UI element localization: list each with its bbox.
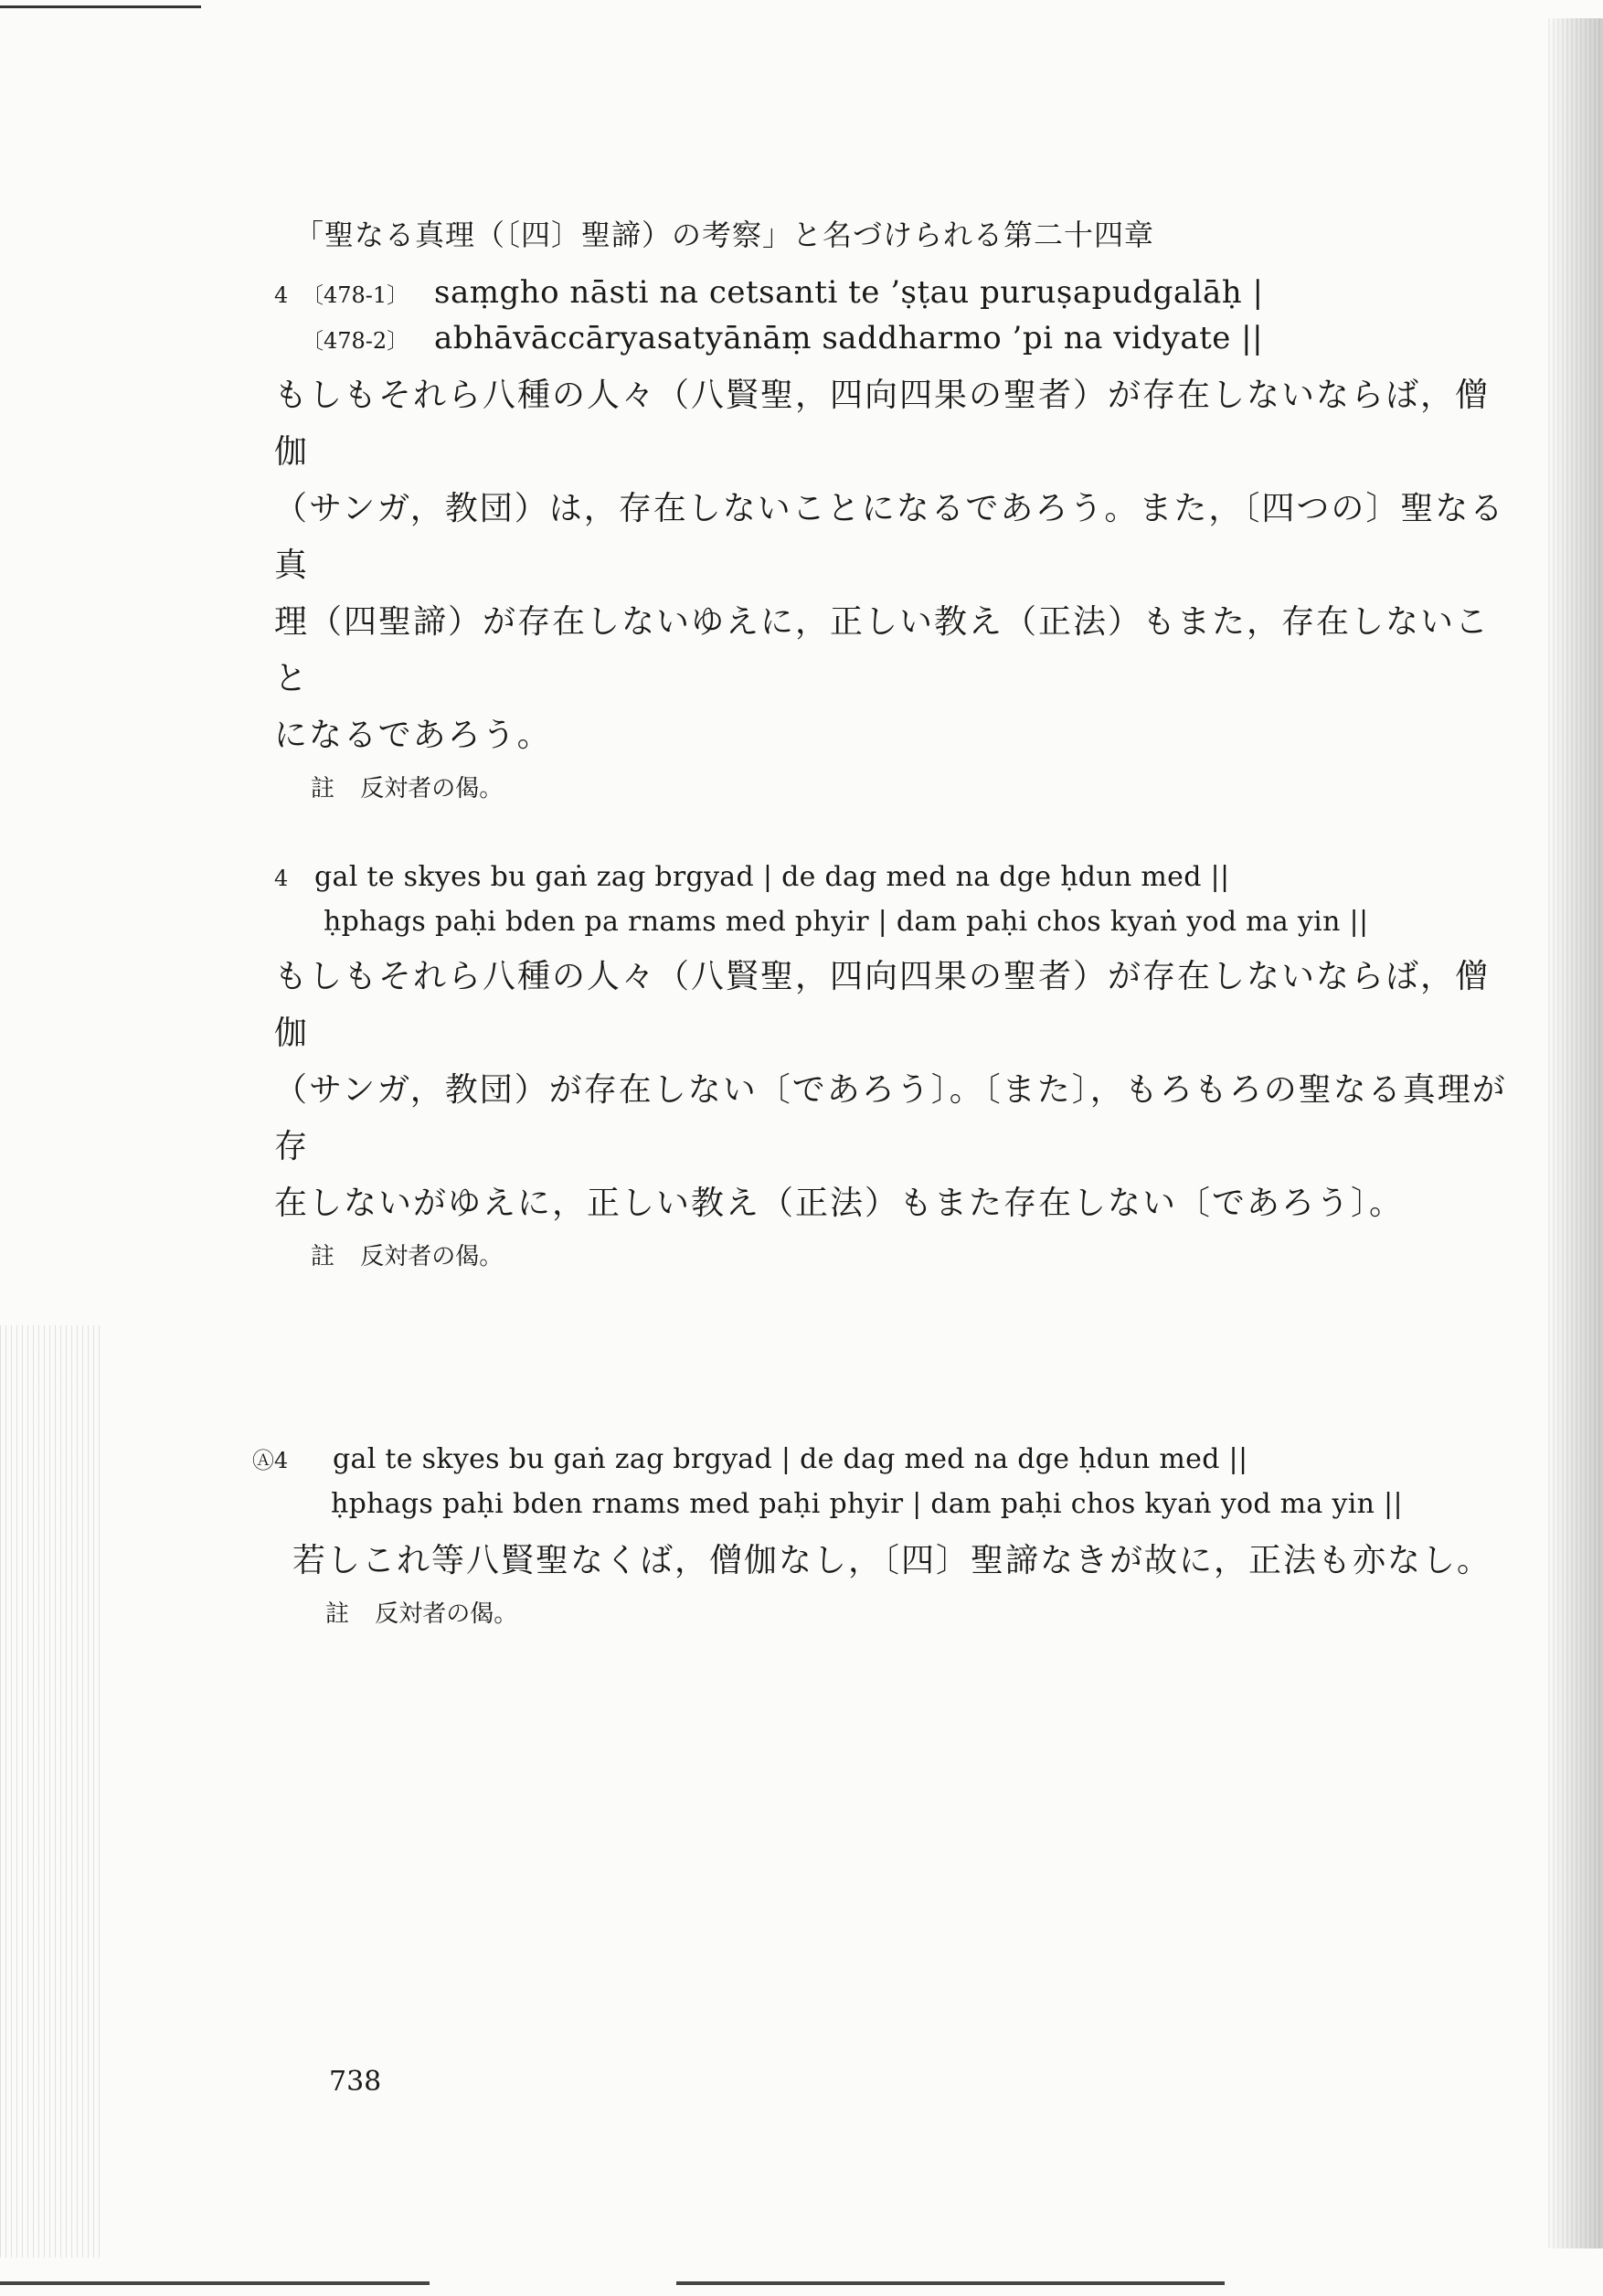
verse-ref: 〔478-2〕 [302,328,409,354]
note-text: 反対者の偈。 [375,1600,518,1628]
sanskrit-section [274,274,1517,803]
chapter-heading: 「聖なる真理（〔四〕聖諦）の考察」と名づけられる第二十四章 [294,218,1155,252]
verse-line-1 [274,274,1517,311]
translation-line: （サンガ，教団）が存在しない〔であろう〕。〔また〕，もろもろの聖なる真理が存 [274,1071,1507,1165]
note [325,1595,1495,1629]
note-mark: 註 [325,1600,350,1628]
tibetan-line-2: ḥphags paḥi bden rnams med paḥi phyir | dam paḥi chos kyaṅ yod ma yin || [331,1488,1403,1520]
sanskrit-line-2: abhāvāccāryasatyānāṃ saddharmo ’pi na vidyate || [434,320,1264,356]
translation-line: もしもそれら八種の人々（八賢聖，四向四果の聖者）が存在しないならば，僧伽 [274,958,1491,1052]
note [311,1238,1517,1271]
sanskrit-line-1: saṃgho nāsti na cetsanti te ’ṣṭau puruṣapudgalāḥ | [434,274,1264,311]
scan-artifact-left-edge [0,1325,101,2258]
translation-line: （サンガ，教団）は，存在しないことになるであろう。また，〔四つの〕聖なる真 [274,490,1505,584]
verse-line-2 [274,320,1517,356]
verse-number: 4 [274,866,289,891]
translation-paragraph [274,367,1517,764]
akutobhaya-section [252,1442,1495,1629]
page-number: 738 [329,2066,382,2098]
note [311,770,1517,803]
note-mark: 註 [311,1243,335,1270]
translation-line: になるであろう。 [274,717,552,754]
verse-line-1 [252,1442,1495,1475]
tibetan-line-1: gal te skyes bu gaṅ zag brgyad | de dag med na dge ḥdun med || [333,1443,1248,1475]
verse-line-1 [274,861,1517,893]
tibetan-section [274,861,1517,1271]
tibetan-line-2: ḥphags paḥi bden pa rnams med phyir | dam paḥi chos kyaṅ yod ma yin || [324,906,1369,938]
tibetan-line-1: gal te skyes bu gaṅ zag brgyad | de dag med na dge ḥdun med || [314,861,1230,893]
note-mark: 註 [311,775,335,803]
verse-ref: 〔478-1〕 [302,282,409,308]
note-text: 反対者の偈。 [360,775,504,803]
translation-line: 在しないがゆえに，正しい教え（正法）もまた存在しない〔であろう〕。 [274,1185,1405,1222]
scan-artifact-top [0,5,201,8]
note-text: 反対者の偈。 [360,1243,504,1270]
scan-artifact-right-edge [1548,18,1603,2248]
verse-number: 4 [274,282,289,308]
translation-line: もしもそれら八種の人々（八賢聖，四向四果の聖者）が存在しないならば，僧伽 [274,377,1491,471]
verse-line-2 [252,1488,1495,1520]
translation-line: 若しこれ等八賢聖なくば，僧伽なし，〔四〕聖諦なきが故に，正法も亦なし。 [292,1542,1492,1579]
translation-paragraph [274,949,1517,1232]
translation-paragraph [252,1533,1495,1589]
verse-line-2 [274,906,1517,938]
translation-line: 理（四聖諦）が存在しないゆえに，正しい教え（正法）もまた，存在しないこと [274,603,1491,697]
scan-artifact-bottom [0,2281,1554,2285]
verse-number: Ⓐ4 [252,1448,289,1473]
